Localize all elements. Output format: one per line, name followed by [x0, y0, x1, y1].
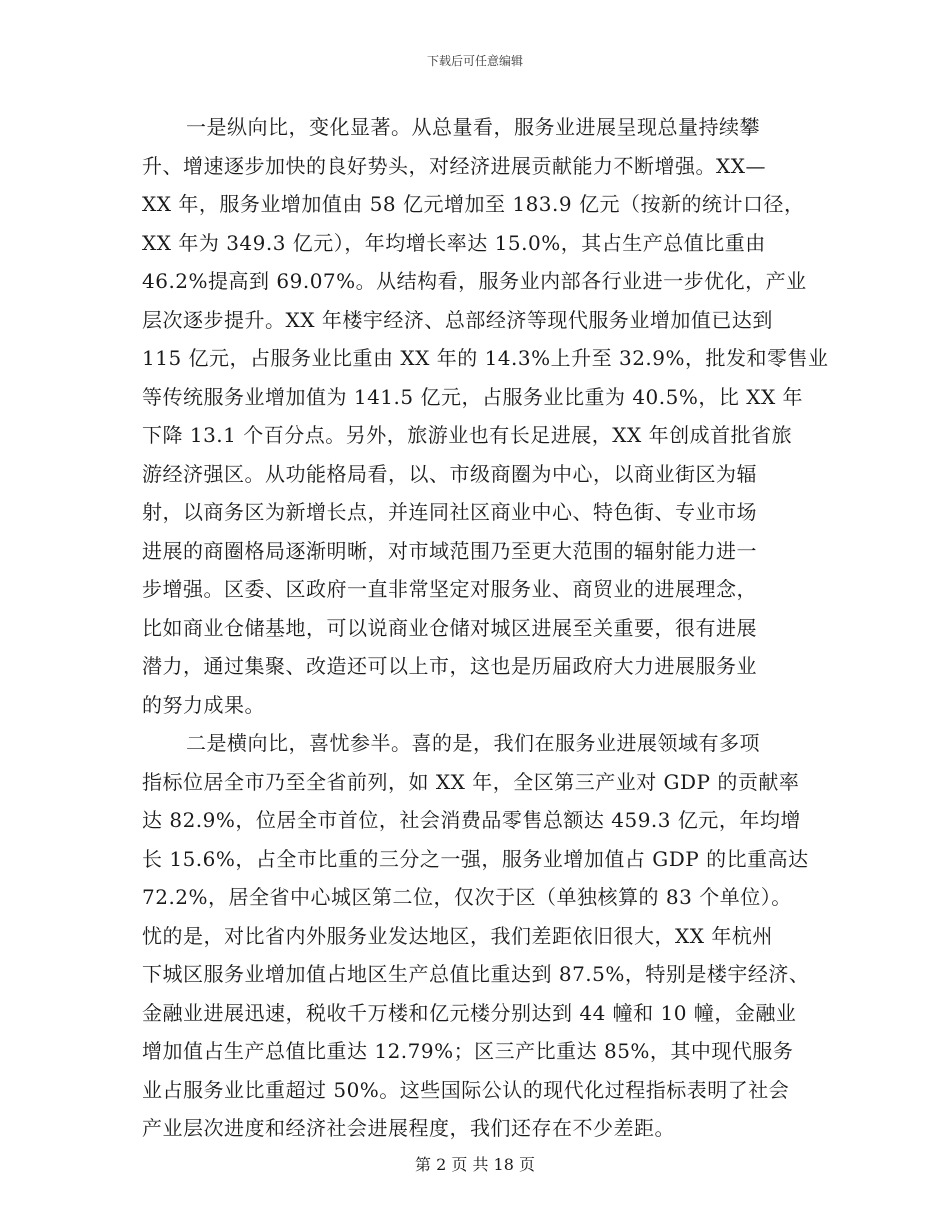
text-line: 比如商业仓储基地，可以说商业仓储对城区进展至关重要，很有进展 [142, 615, 757, 640]
text-line: 二是横向比，喜忧参半。喜的是，我们在服务业进展领域有多项 [186, 731, 760, 755]
page-number: 第 2 页 共 18 页 [415, 1155, 535, 1174]
page-header-note: 下载后可任意编辑 [426, 54, 523, 68]
text-line: 潜力，通过集聚、改造还可以上市，这也是历届政府大力进展服务业 [142, 654, 757, 678]
text-line: 46.2%提高到 69.07%。从结构看，服务业内部各行业进一步优化，产业 [142, 269, 807, 293]
text-line: 下降 13.1 个百分点。另外，旅游业也有长足进展，XX 年创成首批省旅 [142, 423, 793, 447]
text-line: 层次逐步提升。XX 年楼宇经济、总部经济等现代服务业增加值已达到 [142, 307, 773, 332]
text-line: 业占服务业比重超过 50%。这些国际公认的现代化过程指标表明了社会 [142, 1077, 790, 1102]
text-line: 步增强。区委、区政府一直非常坚定对服务业、商贸业的进展理念， [142, 577, 757, 601]
text-line: 指标位居全市乃至全省前列，如 XX 年，全区第三产业对 GDP 的贡献率 [142, 769, 800, 794]
text-line: 115 亿元，占服务业比重由 XX 年的 14.3%上升至 32.9%，批发和零售业 [142, 346, 829, 370]
paragraph-horizontal-comparison [142, 724, 822, 1148]
text-line: 等传统服务业增加值为 141.5 亿元，占服务业比重为 40.5%，比 XX 年 [142, 384, 804, 409]
text-line: 下城区服务业增加值占地区生产总值比重达到 87.5%，特别是楼宇经济、 [142, 962, 810, 986]
text-line: XX 年为 349.3 亿元），年均增长率达 15.0%，其占生产总值比重由 [142, 230, 766, 255]
text-line: 射，以商务区为新增长点，并连同社区商业中心、特色街、专业市场 [142, 500, 757, 524]
text-line: 游经济强区。从功能格局看，以、市级商圈为中心，以商业街区为辐 [142, 461, 757, 486]
text-line: 长 15.6%，占全市比重的三分之一强，服务业增加值占 GDP 的比重高达 [142, 846, 809, 871]
text-line: 达 82.9%，位居全市首位，社会消费品零售总额达 459.3 亿元，年均增 [142, 808, 801, 832]
document-body [142, 108, 829, 1148]
text-line: 一是纵向比，变化显著。从总量看，服务业进展呈现总量持续攀 [186, 115, 760, 139]
text-line: 增加值占生产总值比重达 12.79%；区三产比重达 85%，其中现代服务 [142, 1039, 794, 1063]
text-line: 产业层次进度和经济社会进展程度，我们还存在不少差距。 [142, 1116, 675, 1140]
text-line: 72.2%，居全省中心城区第二位，仅次于区（单独核算的 83 个单位）。 [142, 885, 792, 909]
text-line: 的努力成果。 [142, 692, 265, 717]
text-line: 升、增速逐步加快的良好势头，对经济进展贡献能力不断增强。XX— [142, 153, 766, 178]
text-line: 进展的商圈格局逐渐明晰，对市域范围乃至更大范围的辐射能力进一 [142, 538, 757, 563]
text-line: 忧的是，对比省内外服务业发达地区，我们差距依旧很大，XX 年杭州 [142, 923, 773, 948]
text-line: XX 年，服务业增加值由 58 亿元增加至 183.9 亿元（按新的统计口径， [142, 192, 805, 216]
paragraph-vertical-comparison [142, 108, 829, 724]
text-line: 金融业进展迅速，税收千万楼和亿元楼分别达到 44 幢和 10 幢，金融业 [142, 1000, 797, 1025]
